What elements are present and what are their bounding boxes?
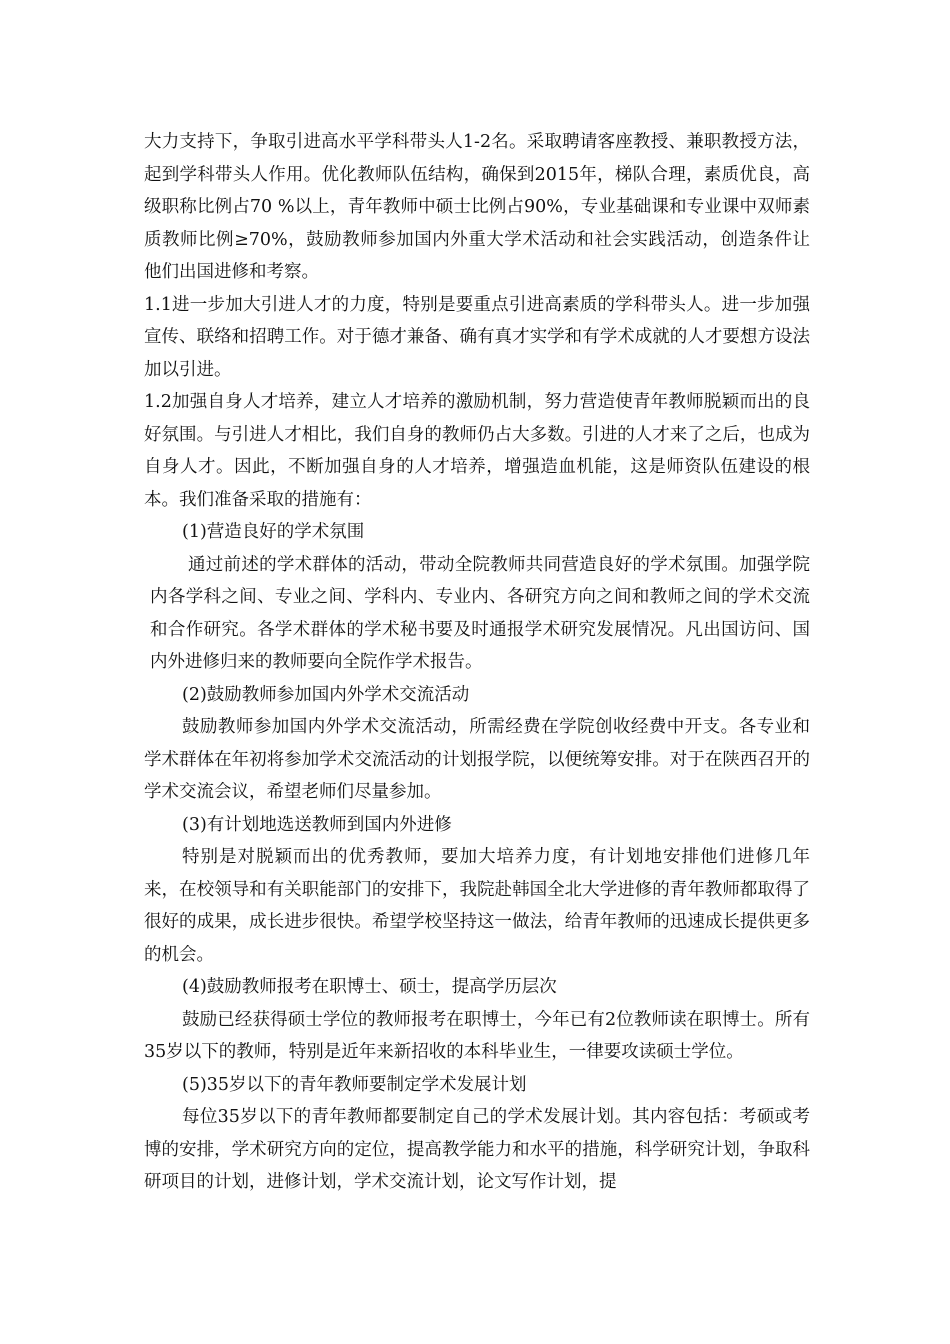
paragraph-1-body: 通过前述的学术群体的活动，带动全院教师共同营造良好的学术氛围。加强学院内各学科之间、专业之间、学科内、专业内、各研究方向之间和教师之间的学术交流和合作研究。各学术群体的学术秘书要及时通报学术研究发展情况。凡出国访问、国内外进修归来的教师要向全院作学术报告。: [150, 554, 810, 672]
paragraph-section-1-1: 1.1进一步加大引进人才的力度，特别是要重点引进高素质的学科带头人。进一步加强宣传、联络和招聘工作。对于德才兼备、确有真才实学和有学术成就的人才要想方设法加以引进。: [144, 294, 810, 380]
subheading-1: (1)营造良好的学术氛围: [182, 522, 365, 542]
paragraph-2-body: 鼓励教师参加国内外学术交流活动，所需经费在学院创收经费中开支。各专业和学术群体在年初将参加学术交流活动的计划报学院，以便统筹安排。对于在陕西召开的学术交流会议，希望老师们尽量参加。: [144, 717, 810, 802]
paragraph-intro: 大力支持下，争取引进高水平学科带头人1-2名。采取聘请客座教授、兼职教授方法，起到学科带头人作用。优化教师队伍结构，确保到2015年，梯队合理，素质优良，高级职称比例占70 %以上，青年教师中硕士比例占90%，专业基础课和专业课中双师素质教师比例≥70%，鼓励教师参加国内外重大学术活动和社会实践活动，创造条件让他们出国进修和考察。: [144, 132, 810, 282]
paragraph-5-body: 每位35岁以下的青年教师都要制定自己的学术发展计划。其内容包括：考硕或考博的安排，学术研究方向的定位，提高教学能力和水平的措施，科学研究计划，争取科研项目的计划，进修计划，学术交流计划，论文写作计划，提: [144, 1107, 810, 1192]
paragraph-section-1-2: 1.2加强自身人才培养，建立人才培养的激励机制，努力营造使青年教师脱颖而出的良好氛围。与引进人才相比，我们自身的教师仍占大多数。引进的人才来了之后，也成为自身人才。因此，不断加强自身的人才培养，增强造血机能，这是师资队伍建设的根本。我们准备采取的措施有：: [144, 392, 810, 510]
subheading-3: (3)有计划地选送教师到国内外进修: [182, 814, 452, 835]
document-body: [144, 126, 810, 1199]
paragraph-3-body: 特别是对脱颖而出的优秀教师，要加大培养力度，有计划地安排他们进修几年来，在校领导和有关职能部门的安排下，我院赴韩国全北大学进修的青年教师都取得了很好的成果，成长进步很快。希望学校坚持这一做法，给青年教师的迅速成长提供更多的机会。: [144, 847, 810, 965]
subheading-2: (2)鼓励教师参加国内外学术交流活动: [182, 684, 470, 705]
paragraph-4-body: 鼓励已经获得硕士学位的教师报考在职博士，今年已有2位教师读在职博士。所有35岁以下的教师，特别是近年来新招收的本科毕业生，一律要攻读硕士学位。: [144, 1009, 810, 1062]
subheading-4: (4)鼓励教师报考在职博士、硕士，提高学历层次: [182, 977, 557, 997]
subheading-5: (5)35岁以下的青年教师要制定学术发展计划: [182, 1074, 527, 1095]
